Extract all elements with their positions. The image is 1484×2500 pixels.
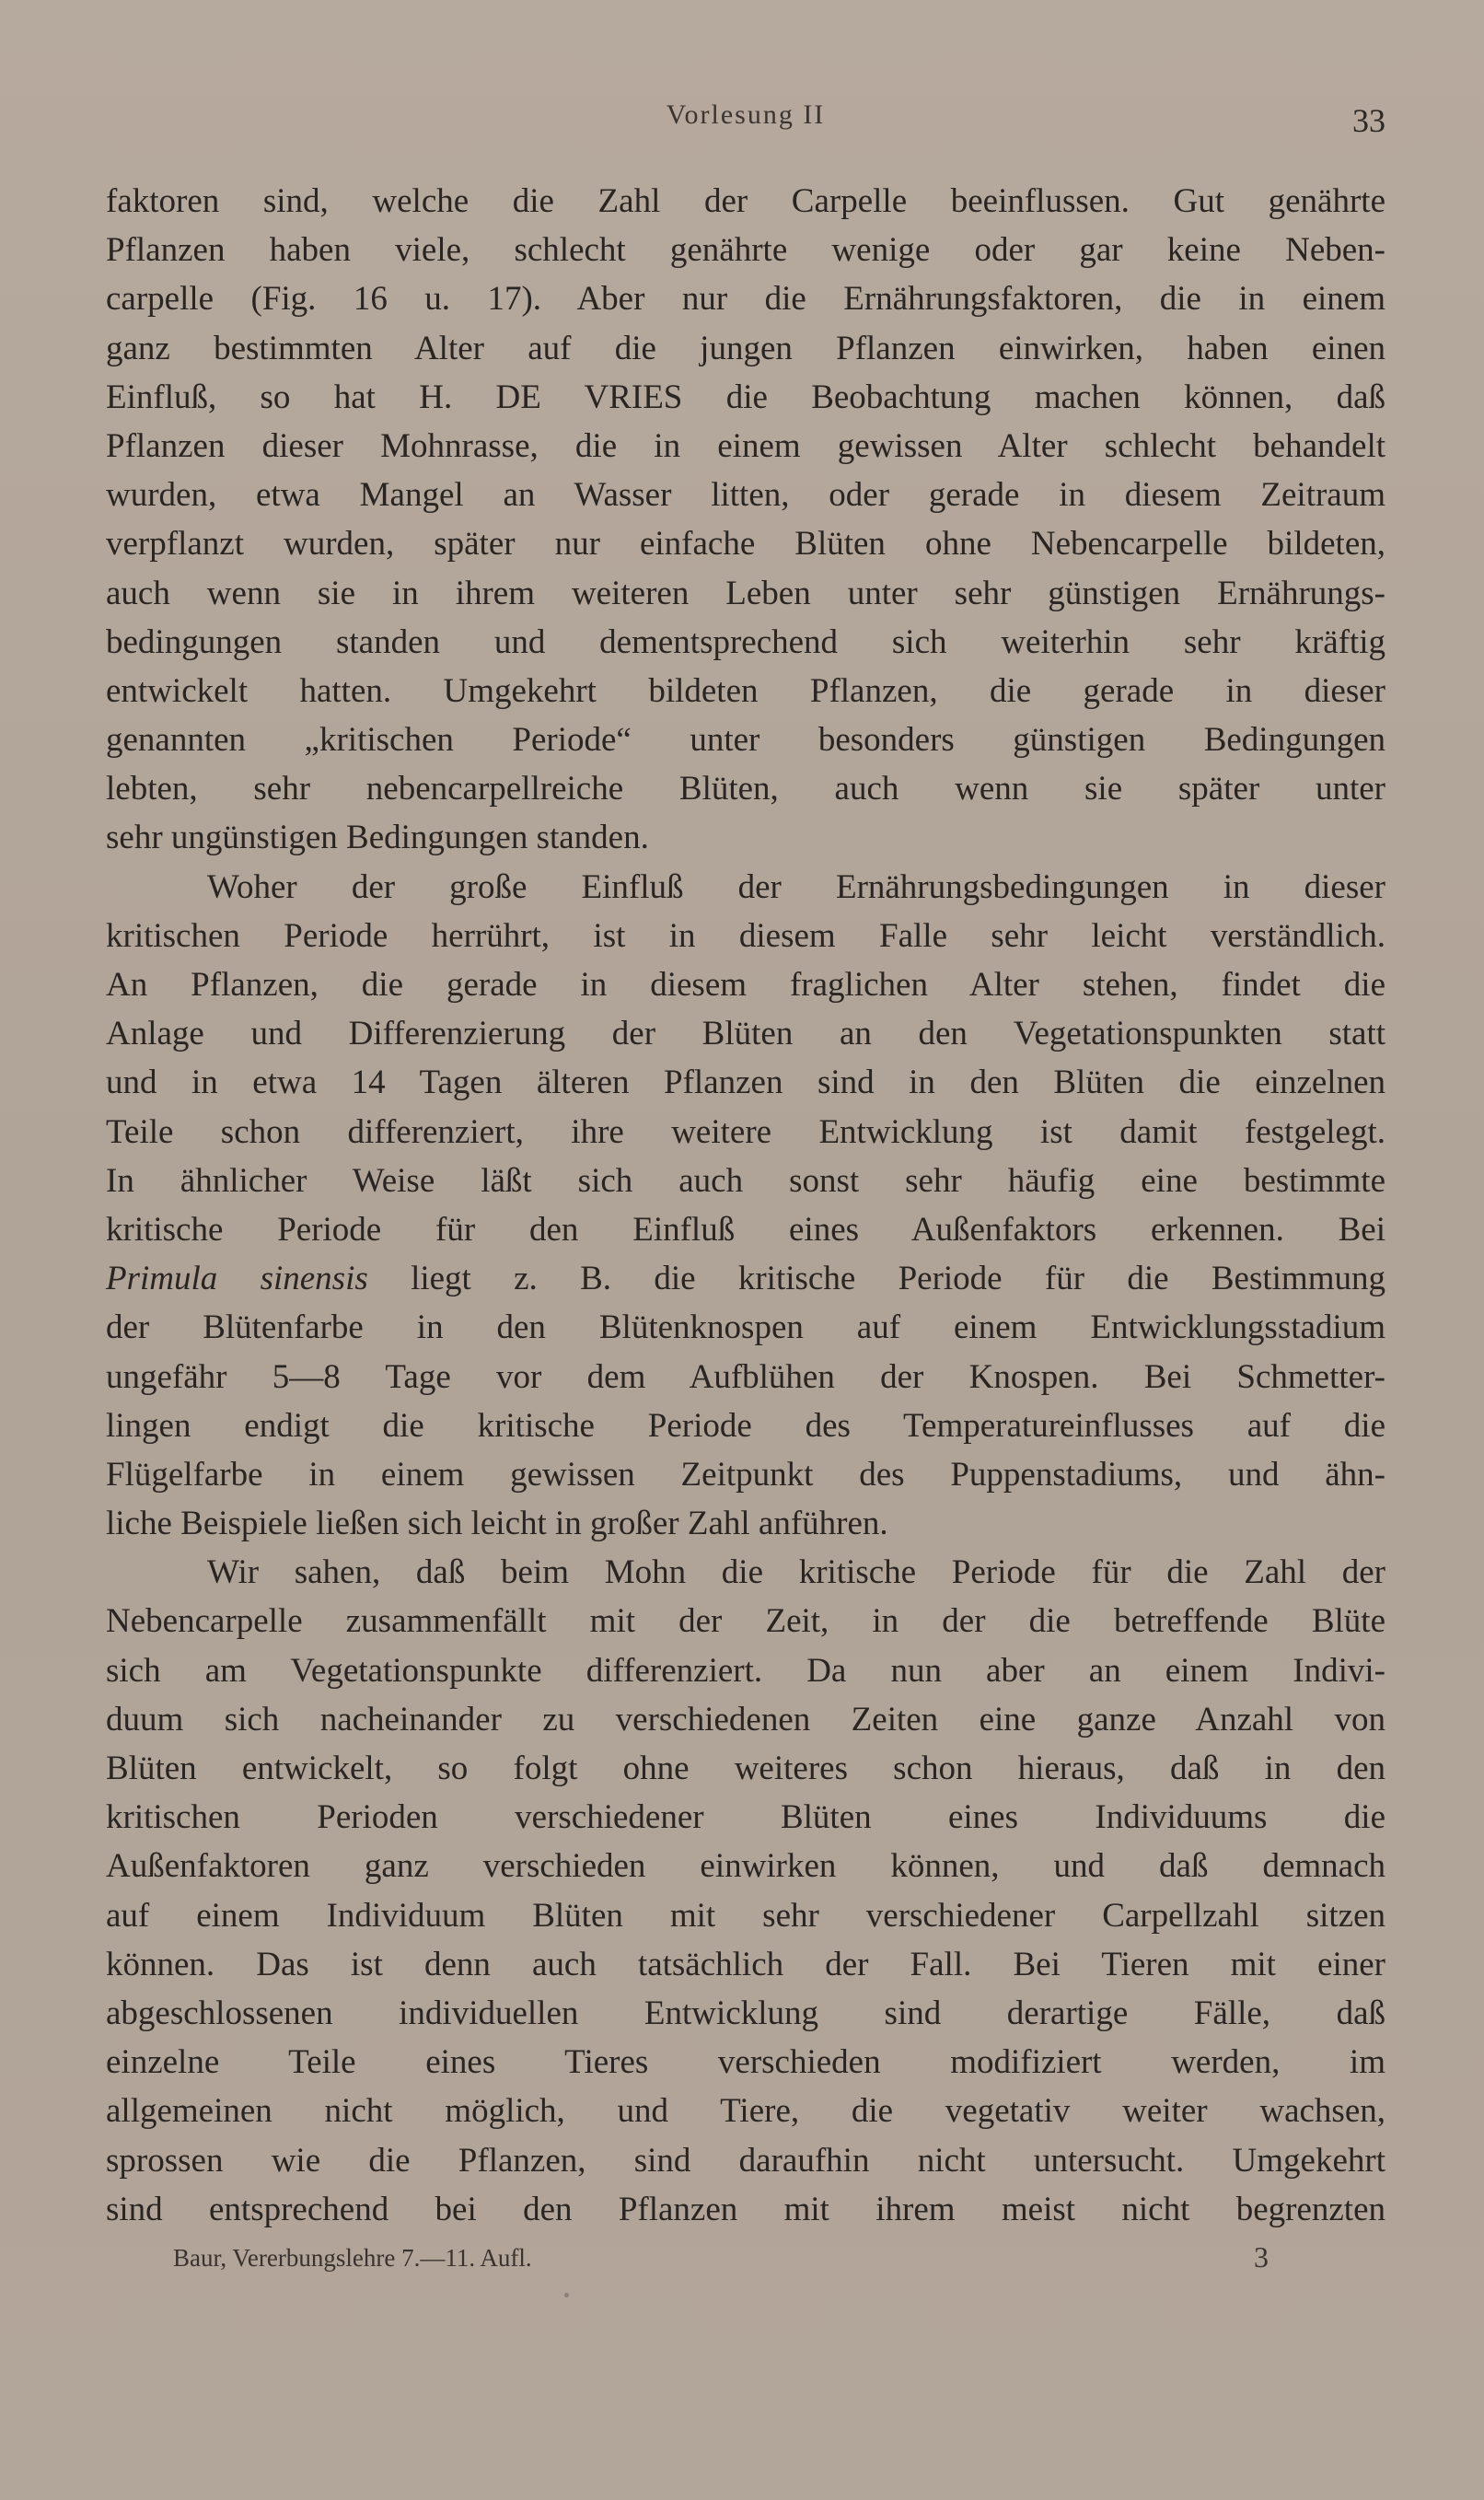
text-line: bedingungen standen und dementsprechend sich weiterhin sehr kräftig: [106, 622, 1385, 661]
text-line: An Pflanzen, die gerade in diesem fraglichen Alter stehen, findet die: [106, 966, 1385, 1004]
text-line: kritischen Perioden verschiedener Blüten eines Individuums die: [106, 1798, 1385, 1837]
text-line: Primula sinensis liegt z. B. die kritische Periode für die Bestimmung: [106, 1260, 1385, 1298]
text-line: Einfluß, so hat H. DE VRIES die Beobachtung machen können, daß: [106, 378, 1385, 416]
text-line: kritischen Periode herrührt, ist in diesem Falle sehr leicht verständlich.: [106, 916, 1385, 955]
text-line: kritische Periode für den Einfluß eines Außenfaktors erkennen. Bei: [106, 1210, 1385, 1249]
text-line: Nebencarpelle zusammenfällt mit der Zeit, in der die betreffende Blüte: [106, 1602, 1385, 1641]
text-line: entwickelt hatten. Umgekehrt bildeten Pflanzen, die gerade in dieser: [106, 671, 1385, 710]
text-line: verpflanzt wurden, später nur einfache Blüten ohne Nebencarpelle bildeten,: [106, 525, 1385, 564]
text-line: Blüten entwickelt, so folgt ohne weiteres schon hieraus, daß in den: [106, 1750, 1385, 1787]
text-line: duum sich nacheinander zu verschiedenen Zeiten eine ganze Anzahl von: [106, 1700, 1385, 1738]
text-line: Flügelfarbe in einem gewissen Zeitpunkt des Puppenstadiums, und ähn-: [106, 1455, 1385, 1494]
text-line: sich am Vegetationspunkte differenziert. Da nun aber an einem Indivi-: [106, 1651, 1385, 1690]
text-line: können. Das ist denn auch tatsächlich der Fall. Bei Tieren mit einer: [106, 1945, 1385, 1983]
text-line: sprossen wie die Pflanzen, sind daraufhin nicht untersucht. Umgekehrt: [106, 2141, 1385, 2180]
text-line: Pflanzen dieser Mohnrasse, die in einem gewissen Alter schlecht behandelt: [106, 426, 1385, 465]
text-line: In ähnlicher Weise läßt sich auch sonst sehr häufig eine bestimmte: [106, 1161, 1385, 1200]
text-line: Woher der große Einfluß der Ernährungsbedingungen in dieser: [207, 867, 1385, 906]
text-line: sehr ungünstigen Bedingungen standen.: [106, 819, 649, 857]
text-line: abgeschlossenen individuellen Entwicklung sind derartige Fälle, daß: [106, 1994, 1385, 2032]
text-line: einzelne Teile eines Tieres verschieden modifiziert werden, im: [106, 2043, 1385, 2082]
text-line: Anlage und Differenzierung der Blüten an den Vegetationspunkten statt: [106, 1015, 1385, 1053]
text-line: Wir sahen, daß beim Mohn die kritische Periode für die Zahl der: [207, 1553, 1385, 1592]
text-line: auf einem Individuum Blüten mit sehr verschiedener Carpellzahl sitzen: [106, 1896, 1385, 1935]
text-line: ungefähr 5—8 Tage vor dem Aufblühen der Knospen. Bei Schmetter-: [106, 1357, 1385, 1396]
text-line: sind entsprechend bei den Pflanzen mit ihrem meist nicht begrenzten: [106, 2190, 1385, 2228]
signature-mark: 3: [1254, 2240, 1269, 2273]
page-number: 33: [1352, 102, 1385, 139]
text-line: liche Beispiele ließen sich leicht in großer Zahl anführen.: [106, 1505, 888, 1543]
text-line: wurden, etwa Mangel an Wasser litten, oder gerade in diesem Zeitraum: [106, 476, 1385, 515]
text-line: auch wenn sie in ihrem weiteren Leben unter sehr günstigen Ernährungs-: [106, 574, 1385, 612]
text-line: lebten, sehr nebencarpellreiche Blüten, auch wenn sie später unter: [106, 770, 1385, 808]
text-line: Außenfaktoren ganz verschieden einwirken können, und daß demnach: [106, 1847, 1385, 1886]
signature-footer: [173, 2240, 1269, 2281]
text-line: Pflanzen haben viele, schlecht genährte wenige oder gar keine Neben-: [106, 231, 1385, 270]
text-line: genannten „kritischen Periode“ unter besonders günstigen Bedingungen: [106, 721, 1385, 760]
text-line: lingen endigt die kritische Periode des Temperatureinflusses auf die: [106, 1406, 1385, 1445]
species-name: Primula sinensis: [106, 1260, 368, 1298]
text-line: der Blütenfarbe in den Blütenknospen auf einem Entwicklungsstadium: [106, 1308, 1385, 1347]
running-head: [106, 99, 1385, 145]
signature-text: Baur, Vererbungslehre 7.—11. Aufl.: [173, 2244, 532, 2272]
text-line: faktoren sind, welche die Zahl der Carpelle beeinflussen. Gut genährte: [106, 182, 1385, 220]
text-line: ganz bestimmten Alter auf die jungen Pflanzen einwirken, haben einen: [106, 329, 1385, 367]
paper-speck: [564, 2293, 569, 2297]
text-line: carpelle (Fig. 16 u. 17). Aber nur die Ernährungsfaktoren, die in einem: [106, 280, 1385, 319]
text-line: Teile schon differenziert, ihre weitere Entwicklung ist damit festgelegt.: [106, 1112, 1385, 1151]
running-title: Vorlesung II: [666, 99, 826, 130]
body-text: [106, 177, 1385, 2234]
text-line: und in etwa 14 Tagen älteren Pflanzen sind in den Blüten die einzelnen: [106, 1064, 1385, 1102]
text-line: allgemeinen nicht möglich, und Tiere, die vegetativ weiter wachsen,: [106, 2092, 1385, 2131]
